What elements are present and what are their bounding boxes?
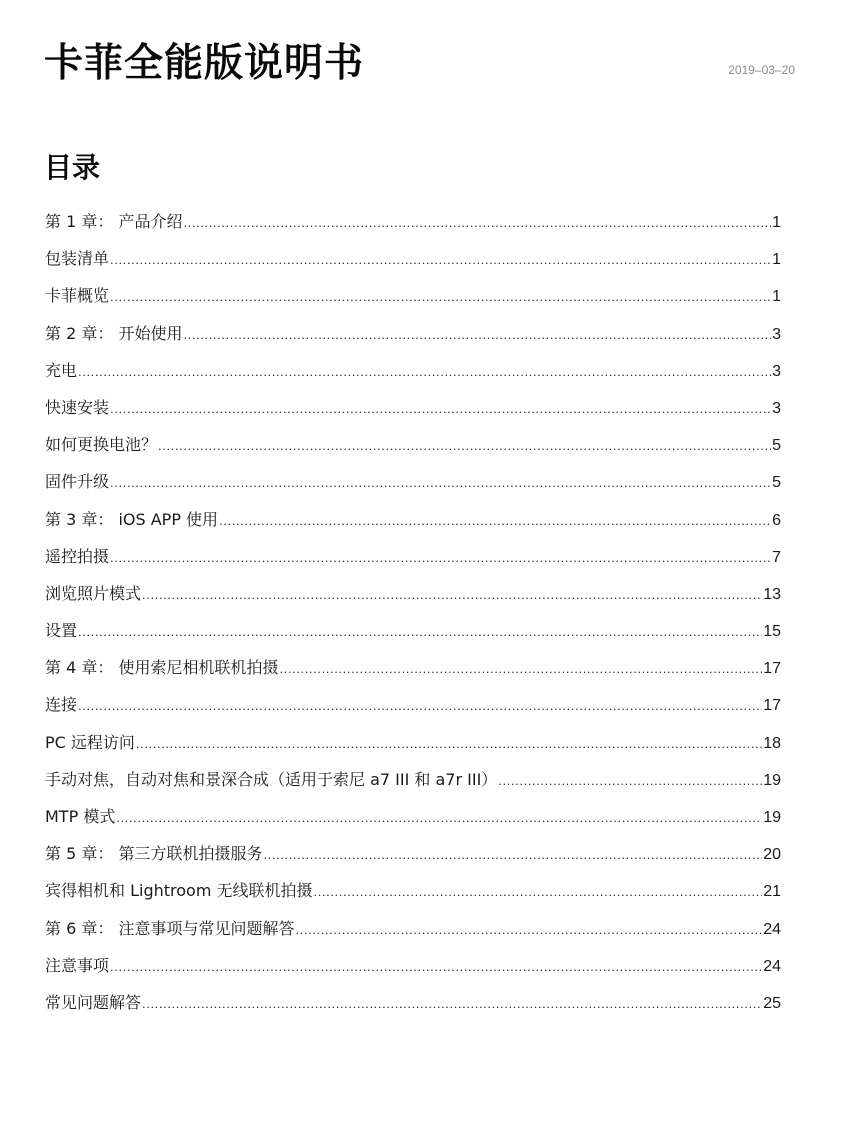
toc-entry-label: 第 1 章： 产品介绍 [45, 212, 183, 231]
toc-entry-label: 固件升级 [45, 472, 110, 492]
dot-leader [110, 953, 762, 981]
dot-leader [263, 841, 762, 869]
dot-leader [116, 804, 762, 832]
toc-entry-label: 第 2 章： 开始使用 [45, 323, 183, 343]
toc-entry-page: 5 [772, 474, 781, 492]
toc-entry-label: 宾得相机和 Lightroom 无线联机拍摄 [45, 881, 313, 901]
toc-entry[interactable] [45, 877, 781, 914]
toc-entry-label: 充电 [45, 360, 78, 380]
toc-entry-page: 21 [763, 883, 781, 901]
toc-entry[interactable] [45, 394, 781, 431]
toc-entry[interactable] [45, 543, 781, 580]
toc-entry-page: 3 [772, 325, 781, 343]
toc-entry-page: 7 [772, 548, 781, 566]
toc-entry-page: 1 [772, 251, 781, 269]
toc-entry-page: 24 [763, 957, 781, 975]
toc-entry[interactable] [45, 468, 781, 505]
table-of-contents [45, 208, 781, 1026]
toc-entry-page: 6 [772, 511, 781, 529]
dot-leader [279, 655, 762, 683]
toc-entry-chapter-6[interactable] [45, 915, 781, 952]
toc-entry-label: 注意事项 [45, 955, 110, 975]
toc-entry-page: 15 [763, 623, 781, 641]
dot-leader [78, 618, 762, 646]
toc-entry[interactable] [45, 431, 781, 468]
toc-entry-page: 19 [763, 809, 781, 826]
dot-leader [110, 544, 771, 572]
toc-entry-page: 17 [763, 660, 781, 678]
toc-entry[interactable] [45, 729, 781, 766]
toc-entry[interactable] [45, 580, 781, 617]
toc-entry-label: 如何更换电池？ [45, 435, 158, 455]
dot-leader [142, 581, 762, 609]
toc-entry-label: 包装清单 [45, 249, 110, 269]
toc-entry[interactable] [45, 952, 781, 989]
toc-entry-label: 第 6 章： 注意事项与常见问题解答 [45, 918, 295, 938]
dot-leader [142, 990, 762, 1018]
toc-entry-label: MTP 模式 [45, 807, 116, 826]
toc-entry-page: 20 [763, 846, 781, 864]
dot-leader [183, 209, 771, 237]
dot-leader [78, 692, 762, 720]
toc-entry-label: 快速安装 [45, 397, 110, 417]
toc-entry-chapter-4[interactable] [45, 654, 781, 691]
toc-entry-page: 13 [763, 585, 781, 603]
toc-entry[interactable] [45, 282, 781, 319]
dot-leader [110, 283, 771, 311]
toc-entry-label: PC 远程访问 [45, 732, 135, 752]
dot-leader [219, 507, 771, 535]
toc-entry-page: 18 [763, 734, 781, 752]
toc-heading: 目录 [44, 151, 101, 184]
toc-entry-page: 17 [763, 697, 781, 715]
toc-entry-label: 手动对焦，自动对焦和景深合成（适用于索尼 a7 III 和 a7r III） [45, 769, 498, 789]
toc-entry-label: 第 4 章： 使用索尼相机联机拍摄 [45, 658, 279, 678]
toc-entry[interactable] [45, 617, 781, 654]
toc-entry-page: 1 [772, 214, 781, 231]
toc-entry-label: 第 3 章： iOS APP 使用 [45, 509, 219, 529]
dot-leader [136, 730, 762, 758]
toc-entry-label: 遥控拍摄 [45, 546, 110, 566]
toc-entry-label: 设置 [45, 621, 78, 641]
document-title: 卡菲全能版说明书 [44, 41, 365, 86]
dot-leader [183, 321, 771, 349]
dot-leader [110, 246, 771, 274]
dot-leader [110, 395, 771, 423]
toc-entry-label: 卡菲概览 [45, 286, 110, 306]
dot-leader [110, 469, 771, 497]
toc-entry[interactable] [45, 989, 781, 1026]
dot-leader [498, 767, 762, 795]
toc-entry-label: 连接 [45, 695, 78, 715]
toc-entry[interactable] [45, 691, 781, 728]
toc-entry-page: 25 [763, 994, 781, 1012]
toc-entry-chapter-2[interactable] [45, 320, 781, 357]
toc-entry[interactable] [45, 766, 781, 803]
dot-leader [295, 916, 762, 944]
toc-entry-page: 3 [772, 362, 781, 380]
toc-entry[interactable] [45, 245, 781, 282]
toc-entry[interactable] [45, 803, 781, 840]
toc-entry-page: 3 [772, 399, 781, 417]
toc-entry-page: 5 [772, 437, 781, 455]
toc-entry-page: 19 [763, 771, 781, 789]
toc-entry-page: 24 [763, 920, 781, 938]
toc-entry-chapter-3[interactable] [45, 506, 781, 543]
toc-entry[interactable] [45, 357, 781, 394]
toc-entry-label: 浏览照片模式 [45, 583, 142, 603]
toc-entry-label: 第 5 章： 第三方联机拍摄服务 [45, 844, 263, 864]
dot-leader [314, 878, 763, 906]
dot-leader [78, 358, 771, 386]
toc-entry-label: 常见问题解答 [45, 992, 142, 1012]
toc-entry-chapter-1[interactable] [45, 208, 781, 245]
toc-entry-chapter-5[interactable] [45, 840, 781, 877]
document-date: 2019–03–20 [728, 63, 795, 77]
dot-leader [158, 432, 771, 460]
toc-entry-page: 1 [772, 288, 781, 306]
